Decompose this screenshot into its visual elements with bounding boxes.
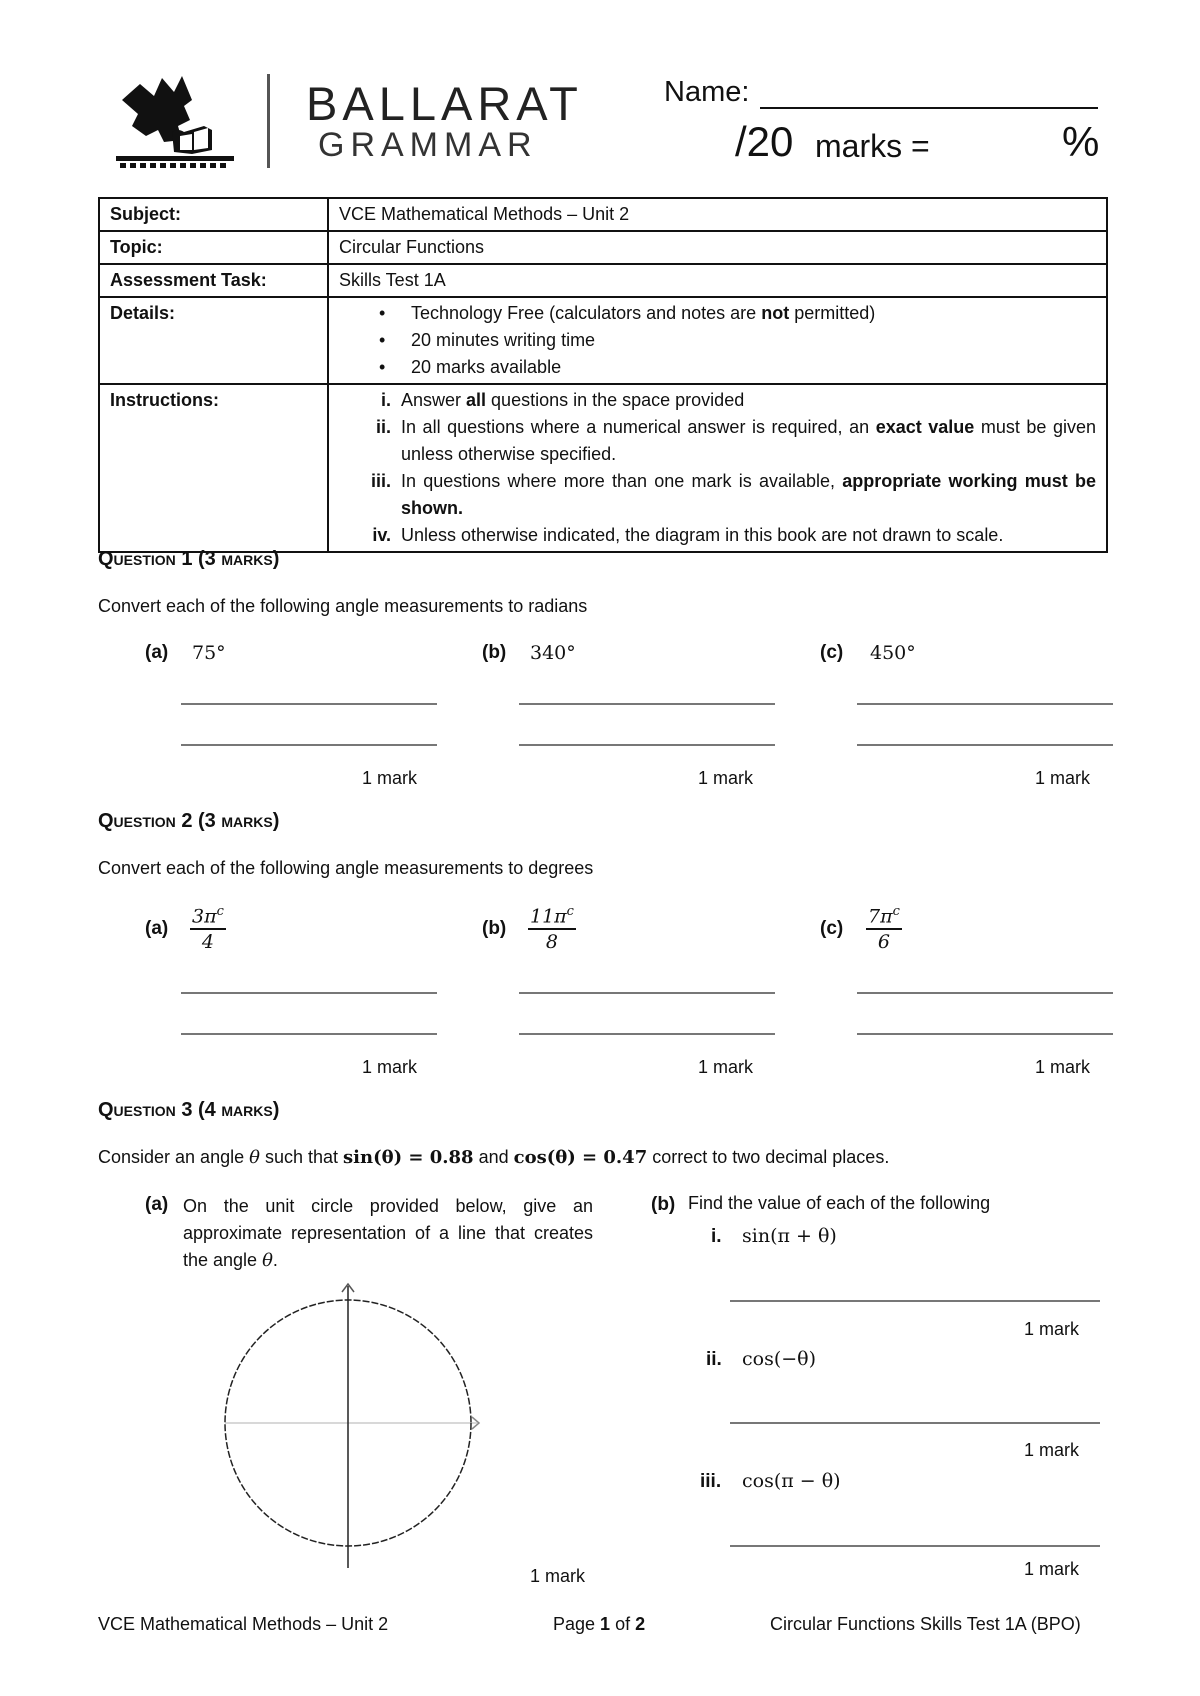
q1b-answer-line-1[interactable] bbox=[519, 703, 775, 705]
instruction-item: iv. Unless otherwise indicated, the diagram in this book are not drawn to scale. bbox=[372, 525, 1004, 545]
details-item: • 20 marks available bbox=[379, 354, 1096, 381]
instruction-item: ii. In all questions where a numerical answer is required, an exact value must be given unless otherwise specified. bbox=[375, 417, 1097, 464]
q1c-answer-line-2[interactable] bbox=[857, 744, 1113, 746]
q1c-answer-line-1[interactable] bbox=[857, 703, 1113, 705]
q1b-label: (b) bbox=[482, 642, 507, 663]
instruction-item: i. Answer all questions in the space provided bbox=[380, 390, 745, 410]
q3b-ii-expr: cos(−θ) bbox=[742, 1348, 817, 1370]
q1a-answer-line-1[interactable] bbox=[181, 703, 437, 705]
q1c-mark: 1 mark bbox=[1035, 768, 1091, 788]
details-item: • Technology Free (calculators and notes are not permitted) bbox=[379, 300, 1096, 327]
q3a-text: On the unit circle provided below, give an approximate representation of a line that creates the angle θ. bbox=[183, 1196, 593, 1271]
q2c-mark: 1 mark bbox=[1035, 1057, 1091, 1077]
details-list bbox=[339, 300, 1096, 381]
griffin-logo-icon bbox=[112, 70, 237, 170]
q1c-label: (c) bbox=[820, 642, 844, 663]
topic-row bbox=[99, 231, 1107, 264]
q3b-iii-expr: cos(π − θ) bbox=[742, 1470, 841, 1492]
q2c-answer-line-2[interactable] bbox=[857, 1033, 1113, 1035]
question-2-heading: Question 2 (3 marks) bbox=[98, 810, 280, 832]
q3a-mark: 1 mark bbox=[530, 1566, 586, 1586]
subject-value: VCE Mathematical Methods – Unit 2 bbox=[328, 198, 1107, 231]
q3b-ii-answer-line[interactable] bbox=[730, 1422, 1100, 1424]
q2c-label: (c) bbox=[820, 918, 844, 939]
marks-label: marks = bbox=[815, 128, 930, 164]
question-3-text: Consider an angle θ such that sin(θ) = 0.88 and cos(θ) = 0.47 correct to two decimal places. bbox=[98, 1147, 890, 1168]
task-label: Assessment Task: bbox=[99, 264, 328, 297]
subject-label: Subject: bbox=[99, 198, 328, 231]
topic-value: Circular Functions bbox=[328, 231, 1107, 264]
q1b-answer-line-2[interactable] bbox=[519, 744, 775, 746]
question-3-heading: Question 3 (4 marks) bbox=[98, 1099, 280, 1121]
name-label: Name: bbox=[664, 76, 750, 108]
task-value: Skills Test 1A bbox=[328, 264, 1107, 297]
q3b-label: (b) bbox=[651, 1194, 676, 1215]
q2a-answer-line-1[interactable] bbox=[181, 992, 437, 994]
q3b-i-mark: 1 mark bbox=[1024, 1319, 1080, 1339]
q2c-answer-line-1[interactable] bbox=[857, 992, 1113, 994]
q3b-i-label: i. bbox=[711, 1226, 722, 1247]
topic-label: Topic: bbox=[99, 231, 328, 264]
q1b-value: 340° bbox=[530, 642, 576, 664]
q2b-fraction: $\frac{11\pi^c}{8}$ bbox=[528, 900, 576, 954]
footer-right: Circular Functions Skills Test 1A (BPO) bbox=[770, 1614, 1081, 1634]
q2c-fraction: $\frac{7\pi^c}{6}$ bbox=[866, 900, 902, 954]
unit-circle-diagram[interactable] bbox=[215, 1278, 485, 1568]
instruction-item: iii. In questions where more than one mark is available, appropriate working must be shown. bbox=[370, 471, 1096, 518]
q2b-answer-line-2[interactable] bbox=[519, 1033, 775, 1035]
q2b-mark: 1 mark bbox=[698, 1057, 754, 1077]
question-2-text: Convert each of the following angle measurements to degrees bbox=[98, 858, 594, 878]
footer-left: VCE Mathematical Methods – Unit 2 bbox=[98, 1614, 389, 1634]
details-label: Details: bbox=[99, 297, 328, 384]
footer-page-number: Page 1 of 2 bbox=[553, 1614, 646, 1634]
instructions-label: Instructions: bbox=[99, 384, 328, 552]
instructions-cell bbox=[328, 384, 1107, 552]
assessment-info-table bbox=[98, 197, 1108, 553]
task-row bbox=[99, 264, 1107, 297]
subject-row bbox=[99, 198, 1107, 231]
q1b-mark: 1 mark bbox=[698, 768, 754, 788]
details-item: • 20 minutes writing time bbox=[379, 327, 1096, 354]
q3b-ii-label: ii. bbox=[706, 1349, 722, 1370]
details-cell bbox=[328, 297, 1107, 384]
instructions-list bbox=[339, 387, 1096, 549]
brand-name-line2: GRAMMAR bbox=[318, 126, 538, 164]
header-divider bbox=[267, 74, 270, 168]
q1a-label: (a) bbox=[145, 642, 169, 663]
percent-sign: % bbox=[1062, 118, 1100, 165]
q2b-answer-line-1[interactable] bbox=[519, 992, 775, 994]
q3b-text: Find the value of each of the following bbox=[688, 1193, 991, 1213]
marks-total: /20 bbox=[735, 118, 794, 165]
details-row bbox=[99, 297, 1107, 384]
question-1-heading: Question 1 (3 marks) bbox=[98, 548, 280, 570]
q2a-label: (a) bbox=[145, 918, 169, 939]
q2a-answer-line-2[interactable] bbox=[181, 1033, 437, 1035]
q3b-iii-label: iii. bbox=[700, 1471, 722, 1492]
question-1-text: Convert each of the following angle measurements to radians bbox=[98, 596, 588, 616]
q1a-answer-line-2[interactable] bbox=[181, 744, 437, 746]
q3b-iii-mark: 1 mark bbox=[1024, 1559, 1080, 1579]
instructions-row bbox=[99, 384, 1107, 552]
q2a-mark: 1 mark bbox=[362, 1057, 418, 1077]
q3a-label: (a) bbox=[145, 1194, 169, 1215]
q2a-fraction: $\frac{3\pi^c}{4}$ bbox=[190, 900, 226, 954]
q1c-value: 450° bbox=[870, 642, 916, 664]
q3b-i-expr: sin(π + θ) bbox=[742, 1225, 837, 1247]
name-field[interactable] bbox=[760, 107, 1098, 109]
q3b-ii-mark: 1 mark bbox=[1024, 1440, 1080, 1460]
brand-name-line1: BALLARAT bbox=[306, 77, 583, 130]
q3b-iii-answer-line[interactable] bbox=[730, 1545, 1100, 1547]
q2b-label: (b) bbox=[482, 918, 507, 939]
q3b-i-answer-line[interactable] bbox=[730, 1300, 1100, 1302]
q1a-mark: 1 mark bbox=[362, 768, 418, 788]
q1a-value: 75° bbox=[192, 642, 226, 664]
